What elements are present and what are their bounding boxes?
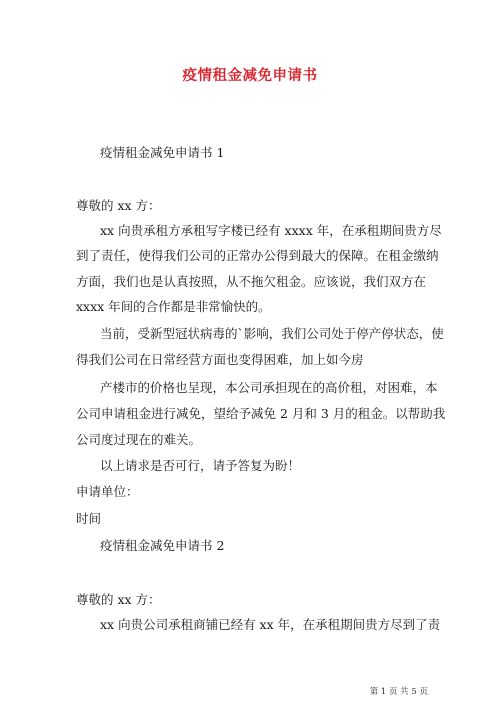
section-1-salutation: 尊敬的 xx 方： [76, 198, 161, 213]
section-1-paragraph-1-line-3: 方面，我们也是认真按照，从不拖欠租金。应该说，我们双方在 [76, 274, 427, 289]
section-1-paragraph-3-line-1: 产楼市的价格也呈现，本公司承担现在的高价租，对困难，本 [100, 380, 438, 395]
section-1-paragraph-1-line-2: 到了责任，使得我们公司的正常办公得到最大的保障。在租金缴纳 [76, 248, 439, 263]
section-1-paragraph-2-line-1: 当前，受新型冠状病毒的`影响，我们公司处于停产停状态，使 [100, 326, 444, 341]
section-1-paragraph-4: 以上请求是否可行，请予答复为盼！ [100, 458, 301, 473]
section-1-paragraph-3-line-2: 公司申请租金进行减免，望给予减免 2 月和 3 月的租金。以帮助我 [76, 406, 446, 421]
time-label: 时间 [76, 511, 102, 526]
section-2-paragraph-1-line-1: xx 向贵公司承租商铺已经有 xx 年，在承租期间贵方尽到了责 [100, 617, 441, 632]
section-1-paragraph-1-line-4: xxxx 年间的合作都是非常愉快的。 [76, 299, 271, 314]
section-2-salutation: 尊敬的 xx 方： [76, 592, 161, 607]
section-1-paragraph-2-line-2: 得我们公司在日常经营方面也变得困难，加上如今房 [76, 352, 364, 367]
section-1-heading: 疫情租金减免申请书 1 [100, 145, 225, 160]
section-2-heading: 疫情租金减免申请书 2 [100, 538, 225, 553]
page-indicator: 第 1 页 共 5 页 [369, 687, 428, 697]
section-1-paragraph-1-line-1: xx 向贵承租方承租写字楼已经有 xxxx 年，在承租期间贵方尽 [100, 223, 442, 238]
applicant-label: 申请单位： [76, 484, 139, 499]
document-title: 疫情租金减免申请书 [182, 67, 318, 84]
section-1-paragraph-3-line-3: 公司度过现在的难关。 [76, 432, 202, 447]
